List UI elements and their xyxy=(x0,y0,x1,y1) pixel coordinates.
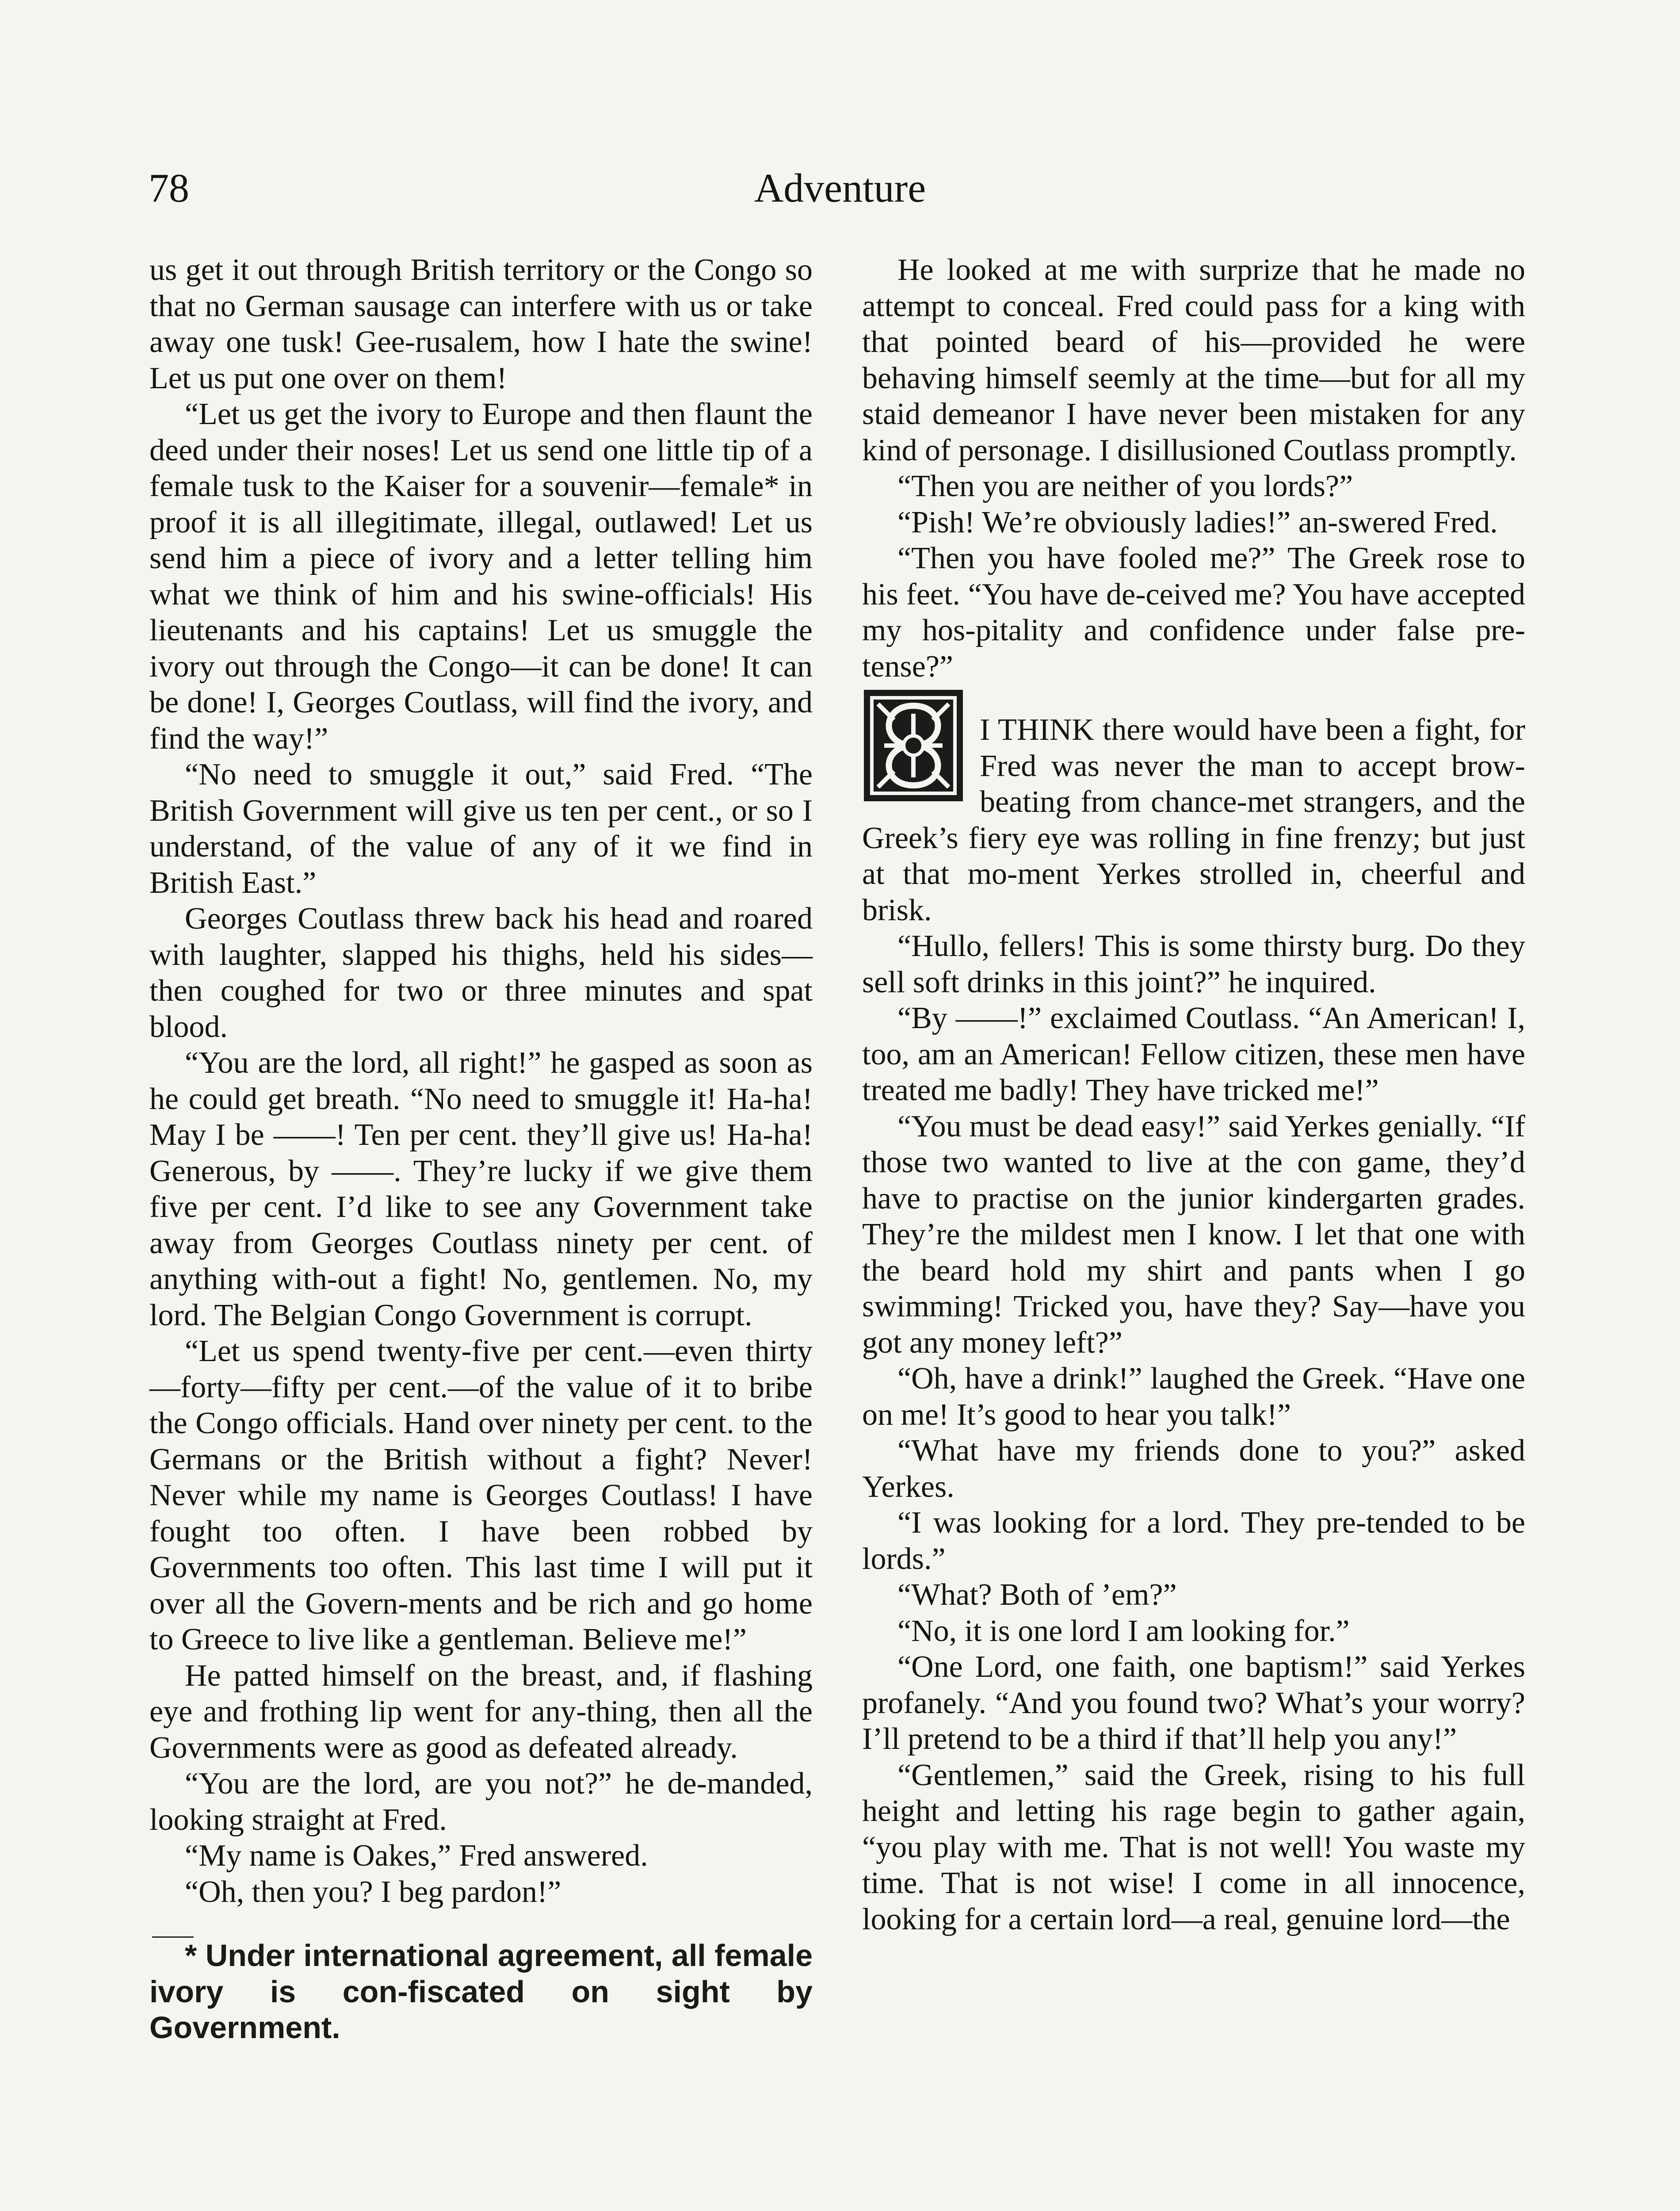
paragraph: “No need to smuggle it out,” said Fred. “The British Government will give us ten per cent., or so I understand, of the value of any of it we find in British East.” xyxy=(149,757,813,900)
paragraph: us get it out through British territory or the Congo so that no German sausage can interfere with us or take away one tusk! Gee-rusalem, how I hate the swine! Let us put one over on them! xyxy=(149,253,813,395)
page-header xyxy=(0,159,1680,217)
page-number: 78 xyxy=(149,165,189,210)
paragraph: “Let us spend twenty-five per cent.—even thirty—forty—fifty per cent.—of the value of it to bribe the Congo officials. Hand over ninety per cent. to the Germans or the British without a fight? Never! Never while my name is Georges Coutlass! I have fought too often. I have been robbed by Governments too often. This last time I will put it over all the Govern-ments and be rich and go home to Greece to live like a gentleman. Believe me!” xyxy=(149,1334,813,1656)
paragraph: “Then you have fooled me?” The Greek rose to his feet. “You have de-ceived me? You have accepted my hos-pitality and confidence under false pre-tense?” xyxy=(862,541,1525,684)
paragraph: “You are the lord, all right!” he gasped as soon as he could get breath. “No need to smuggle it! Ha-ha! May I be ——! Ten per cent. they’ll give us! Ha-ha! Generous, by ——. They’re lucky if we give them five per cent. I’d like to see any Government take away from Georges Coutlass ninety per cent. of anything with-out a fight! No, gentlemen. No, my lord. The Belgian Congo Government is corrupt. xyxy=(149,1046,813,1332)
paragraph: “Oh, then you? I beg pardon!” xyxy=(185,1874,561,1909)
paragraph: “What have my friends done to you?” asked Yerkes. xyxy=(862,1434,1525,1504)
paragraph: “One Lord, one faith, one baptism!” said Yerkes profanely. “And you found two? What’s your worry? I’ll pretend to be a third if that’ll help you any!” xyxy=(862,1650,1525,1756)
paragraph: “By ——!” exclaimed Coutlass. “An American! I, too, am an American! Fellow citizen, these men have treated me badly! They have tricked me!” xyxy=(862,1001,1525,1107)
left-column xyxy=(149,252,813,2046)
celtic-knot-ornament-icon xyxy=(862,688,965,803)
paragraph: “My name is Oakes,” Fred answered. xyxy=(185,1839,648,1873)
running-title: Adventure xyxy=(754,165,926,210)
paragraph: “Pish! We’re obviously ladies!” an-swered Fred. xyxy=(897,505,1498,539)
paragraph: He looked at me with surprize that he made no attempt to conceal. Fred could pass for a king with that pointed beard of his—provided he were behaving himself seemly at the time—but for all my staid demeanor I have never been mistaken for any kind of personage. I disillusioned Coutlass promptly. xyxy=(862,253,1525,467)
paragraph: “Let us get the ivory to Europe and then flaunt the deed under their noses! Let us send one little tip of a female tusk to the Kaiser for a souvenir—female* in proof it is all illegitimate, illegal, outlawed! Let us send him a piece of ivory and a letter telling him what we think of him and his swine-officials! His lieutenants and his captains! Let us smuggle the ivory out through the Congo—it can be done! It can be done! I, Georges Coutlass, will find the ivory, and find the way!” xyxy=(149,397,813,756)
footnote: * Under international agreement, all female ivory is con-fiscated on sight by Government. xyxy=(149,1938,813,2045)
paragraph: “What? Both of ’em?” xyxy=(897,1578,1177,1612)
paragraph: “I was looking for a lord. They pre-tended to be lords.” xyxy=(862,1506,1525,1576)
paragraph: “Oh, have a drink!” laughed the Greek. “Have one on me! It’s good to hear you talk!” xyxy=(862,1362,1525,1432)
section-opening-paragraph: I THINK there would have been a fight, for Fred was never the man to accept brow-beating from chance-met strangers, and the Greek’s fiery eye was rolling in fine frenzy; but just at that mo-ment Yerkes strolled in, cheerful and brisk. xyxy=(862,713,1525,927)
paragraph: He patted himself on the breast, and, if flashing eye and frothing lip went for any-thing, then all the Governments were as good as defeated already. xyxy=(149,1658,813,1765)
paragraph: Georges Coutlass threw back his head and roared with laughter, slapped his thighs, held his sides—then coughed for two or three minutes and spat blood. xyxy=(149,902,813,1044)
paragraph: “You must be dead easy!” said Yerkes genially. “If those two wanted to live at the con game, they’d have to practise on the junior kindergarten grades. They’re the mildest men I know. I let that one with the beard hold my shirt and pants when I go swimming! Tricked you, have they? Say—have you got any money left?” xyxy=(862,1109,1525,1360)
paragraph: “You are the lord, are you not?” he de-manded, looking straight at Fred. xyxy=(149,1767,813,1837)
right-column xyxy=(862,252,1525,1937)
paragraph: “No, it is one lord I am looking for.” xyxy=(897,1614,1350,1648)
paragraph: “Hullo, fellers! This is some thirsty burg. Do they sell soft drinks in this joint?” he inquired. xyxy=(862,929,1525,999)
paragraph: “Gentlemen,” said the Greek, rising to his full height and letting his rage begin to gather again, “you play with me. That is not well! You waste my time. That is not wise! I come in all innocence, looking for a certain lord—a real, genuine lord—the xyxy=(862,1758,1525,1936)
paragraph: “Then you are neither of you lords?” xyxy=(897,469,1353,503)
